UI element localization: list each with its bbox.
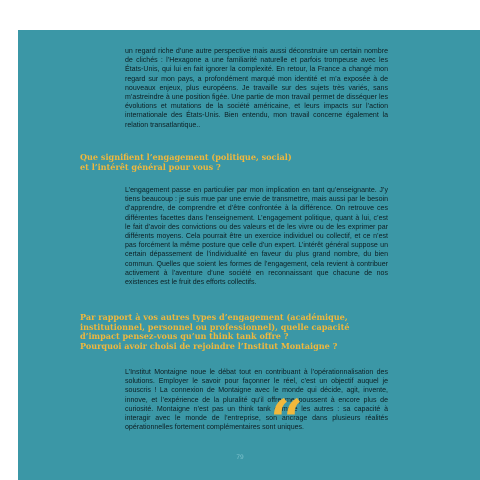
paragraph-think-tank-answer: L’Institut Montaigne noue le débat tout en contribuant à l’opérationnalisation des solutions. Employer le savoir pour façonner le réel, c’est un objectif auquel je souscris ! La connexion de Montaigne avec le monde qui décide, agit, invente, innove, et l’expérience de la pluralité qu’il offre me poussent à encore plus de curiosité. Montaigne n’est pas un think tank comme les autres : sa capacité à interagir avec le monde de l’entreprise, son ancrage dans plusieurs réalités opérationnelles fortement complémentaires sont uniques. xyxy=(125,369,388,432)
quotation-mark-icon: “ xyxy=(270,387,304,455)
paragraph-intro: un regard riche d’une autre perspective mais aussi déconstruire un certain nombre de clichés : l’Hexagone a une familiarité naturelle et parfois trompeuse avec les États-Unis, qui lui en fait ignorer la complexité. En retour, la France a changé mon regard sur mon pays, a profondément marqué mon identité et m’a exposée à de nouveaux enjeux, plus européens. Je travaille sur des sujets très variés, sans m’astreindre à une position figée. Une partie de mon travail permet de disséquer les évolutions et mutations de la société américaine, et leurs impacts sur l’action internationale des États-Unis. Bien entendu, mon travail concerne également la relation transatlantique.. xyxy=(125,48,388,129)
page-number: 79 xyxy=(236,454,244,461)
question-heading-engagement: Que signifient l’engagement (politique, social) et l’intérêt général pour vous ? xyxy=(80,152,292,172)
question-heading-think-tank: Par rapport à vos autres types d’engagement (académique, institutionnel, personnel ou professionnel), quelle capacité d’impact pensez-vous qu’un think tank offre ? Pourquoi avoir choisi de rejoindre l’Institut Montaigne ? xyxy=(80,312,350,351)
paragraph-engagement-answer: L’engagement passe en particulier par mon implication en tant qu’enseignante. J’y tiens beaucoup : je suis mue par une envie de transmettre, mais aussi par le besoin d’apprendre, de comprendre et d’être confrontée à la différence. On retrouve ces différentes facettes dans l’enseignement. L’engagement politique, quant à lui, c’est le fait d’avoir des convictions ou des valeurs et de les vivre ou de les exprimer par différents moyens. Cela pourrait être un exercice individuel ou collectif, et ce n’est pas forcément la même posture que celle d’un expert. L’intérêt général suppose un certain dépassement de l’individualité en faveur du plus grand nombre, du bien commun. Quelles que soient les formes de l’engagement, cela revient à contribuer activement à l’aventure d’une société en reconnaissant que chacune de nos existences est le fruit des efforts collectifs. xyxy=(125,187,388,287)
